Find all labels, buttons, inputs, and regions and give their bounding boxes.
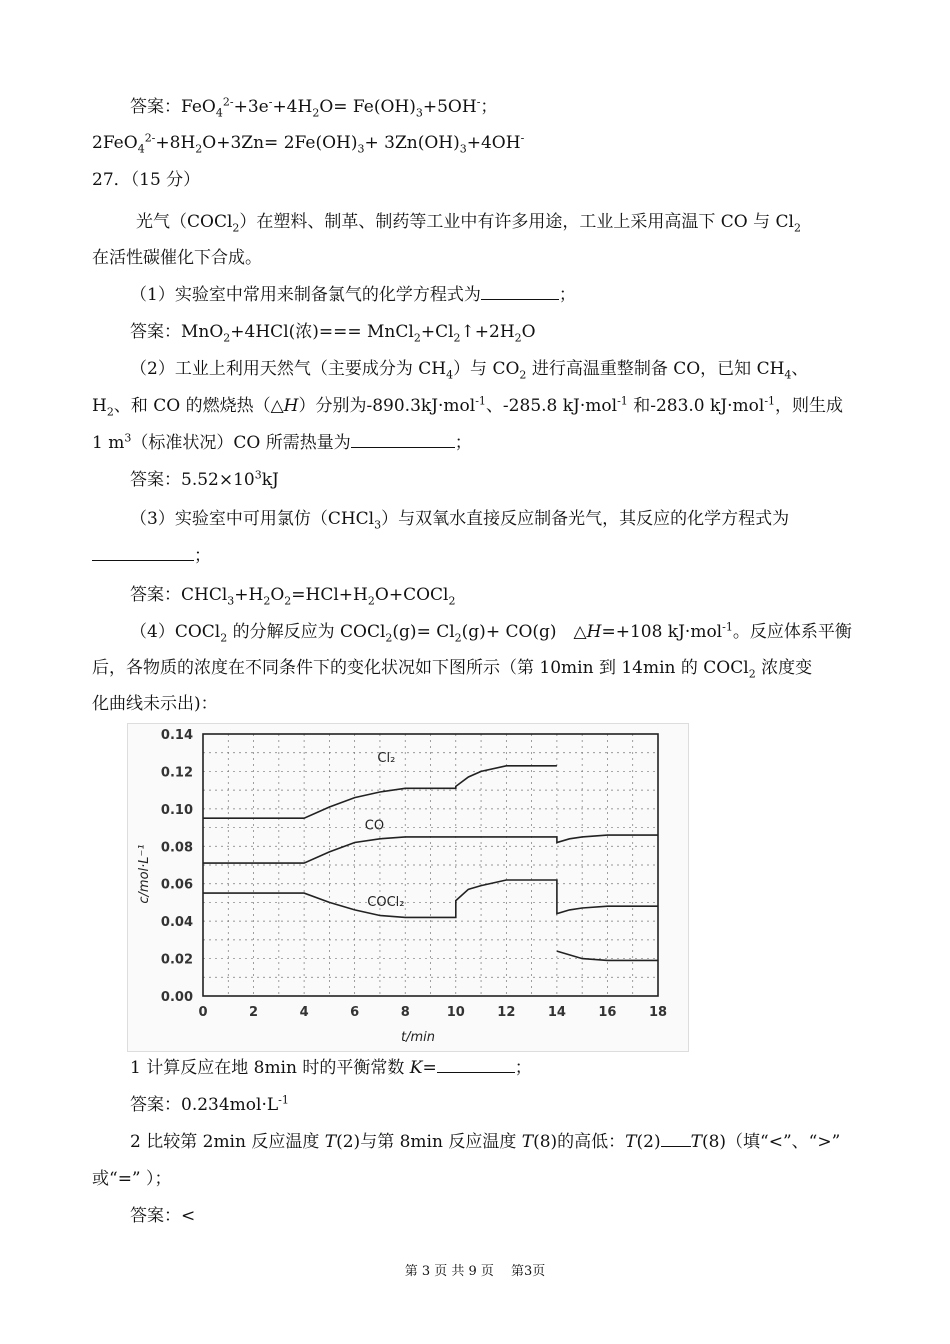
t: 浓度变: [755, 658, 813, 678]
sub: 2: [385, 631, 393, 645]
t: 答案：MnO: [130, 322, 224, 342]
answer-3: [130, 583, 455, 607]
sup: 2-: [144, 131, 156, 145]
t: （标准状况）CO 所需热量为: [131, 433, 351, 453]
x-tick-label: 4: [299, 1005, 309, 1020]
answer-blank[interactable]: [481, 283, 559, 300]
sub-question-2-line-2: 或“=” ）；: [92, 1169, 172, 1189]
sub: 2: [448, 594, 456, 608]
t: +4H: [272, 97, 313, 117]
t: 1 计算反应在地 8min 时的平衡常数: [130, 1058, 410, 1078]
t: O: [521, 322, 536, 342]
intro-line-1: [136, 210, 801, 234]
sub: 4: [215, 106, 223, 120]
answer-blank[interactable]: [661, 1130, 691, 1147]
t: ；: [558, 285, 576, 305]
sub-answer-1: [130, 1093, 289, 1117]
series-label: CO: [364, 818, 385, 834]
t: 答案：FeO: [130, 97, 216, 117]
sub: 3: [459, 142, 467, 156]
chart-grid: [203, 734, 658, 996]
sub: 2: [220, 631, 228, 645]
sub: 3: [374, 518, 382, 532]
question-1: [130, 283, 576, 307]
answer-line-fe-1: [130, 95, 497, 119]
sup: -: [520, 131, 525, 145]
series-label: COCl₂: [367, 895, 405, 911]
y-tick-label: 0.02: [160, 952, 193, 968]
t: 进行高温重整制备 CO，已知 CH: [526, 359, 785, 379]
t: 答案：5.52×10: [130, 470, 255, 490]
t: +4OH: [466, 133, 521, 153]
series-line: [557, 951, 658, 960]
y-tick-label: 0.00: [160, 990, 193, 1005]
sup: -: [268, 95, 273, 109]
t: ）与双氧水直接反应制备光气，其反应的化学方程式为: [381, 509, 790, 529]
t: + 3Zn(OH): [364, 133, 460, 153]
sub: 3: [227, 594, 235, 608]
t: 答案：0.234mol·L: [130, 1095, 279, 1115]
t: (g)+ CO(g) △: [461, 622, 587, 642]
t: ；: [454, 433, 472, 453]
chart-svg: [128, 724, 688, 1051]
sub: 2: [232, 221, 240, 235]
t: 。反应体系平衡: [732, 622, 852, 642]
question-2-line-1: [130, 357, 808, 381]
answer-blank[interactable]: [437, 1056, 515, 1073]
t: ↑+2H: [460, 322, 515, 342]
sub: 4: [137, 142, 145, 156]
t: （3）实验室中可用氯仿（CHCl: [130, 509, 375, 529]
question-2-line-3: [92, 431, 472, 455]
intro-line-2: 在活性碳催化下合成。: [92, 248, 262, 268]
sub: 2: [514, 331, 522, 345]
x-tick-label: 10: [446, 1005, 465, 1020]
sub: 4: [446, 368, 454, 382]
y-tick-label: 0.12: [160, 765, 193, 781]
answer-1: [130, 320, 536, 344]
sub: 4: [784, 368, 792, 382]
t: 光气（COCl: [136, 212, 233, 232]
sup: 3: [254, 468, 262, 482]
concentration-chart: [127, 723, 689, 1052]
x-tick-label: 14: [547, 1005, 566, 1020]
sub: 2: [284, 594, 292, 608]
t: 的分解反应为 COCl: [227, 622, 386, 642]
sup: 2-: [222, 95, 234, 109]
sup: -: [476, 95, 481, 109]
question-2-line-2: [92, 394, 843, 418]
y-tick-label: 0.04: [160, 915, 193, 931]
t: （2）工业上利用天然气（主要成分为 CH: [130, 359, 447, 379]
x-tick-labels: [198, 1005, 667, 1020]
t: 和-283.0 kJ·mol: [627, 396, 765, 416]
sub: 2: [367, 594, 375, 608]
t: +8H: [155, 133, 196, 153]
sub: 2: [195, 142, 203, 156]
y-tick-label: 0.08: [160, 840, 193, 856]
x-axis-label: t/min: [401, 1030, 435, 1045]
sub: 3: [415, 106, 423, 120]
answer-blank[interactable]: [351, 431, 455, 448]
question-4-line-2: [92, 656, 812, 680]
y-tick-labels: [161, 728, 193, 1005]
sub: 3: [357, 142, 365, 156]
t: H: [586, 622, 602, 642]
sub: 2: [454, 631, 462, 645]
answer-2: [130, 468, 279, 492]
x-tick-label: 6: [350, 1005, 360, 1020]
question-4-line-1: [130, 620, 852, 644]
x-tick-label: 12: [497, 1005, 516, 1020]
t: O: [270, 585, 285, 605]
t: (2): [636, 1132, 661, 1152]
t: =HCl+H: [291, 585, 368, 605]
t: =+108 kJ·mol: [601, 622, 723, 642]
answer-line-fe-2: [92, 131, 524, 155]
t: =: [422, 1058, 437, 1078]
t: (8)（填“<”、“>”: [701, 1132, 841, 1152]
sub-question-2-line-1: [130, 1130, 840, 1154]
t: 、和 CO 的燃烧热（△: [113, 396, 284, 416]
sub: 2: [106, 405, 114, 419]
t: +5OH: [422, 97, 477, 117]
sub: 2: [223, 331, 231, 345]
x-tick-label: 8: [400, 1005, 410, 1020]
t: T: [690, 1132, 702, 1152]
t: +H: [234, 585, 264, 605]
y-tick-label: 0.10: [160, 802, 193, 818]
t: (8)的高低：: [533, 1132, 626, 1152]
t: O= Fe(OH): [319, 97, 416, 117]
x-tick-label: 18: [648, 1005, 668, 1020]
t: +Cl: [420, 322, 454, 342]
sub: 2: [519, 368, 527, 382]
t: (g)= Cl: [392, 622, 455, 642]
t: 1 m: [92, 433, 125, 453]
sup: -1: [764, 394, 776, 408]
t: 、: [791, 359, 809, 379]
t: O+COCl: [374, 585, 449, 605]
t: kJ: [261, 470, 279, 490]
sup: -1: [722, 620, 733, 634]
sub: 2: [794, 221, 801, 235]
sub: 2: [312, 106, 320, 120]
question-3-line-2: [92, 544, 211, 568]
t: +3e: [233, 97, 269, 117]
t: O+3Zn= 2Fe(OH): [202, 133, 358, 153]
sup: 3: [124, 431, 132, 445]
sub-question-1: [130, 1056, 532, 1080]
series-label: Cl₂: [377, 751, 396, 767]
t: T: [324, 1132, 337, 1152]
sup: -1: [475, 394, 486, 408]
t: K: [409, 1058, 423, 1078]
t: （4）COCl: [130, 622, 221, 642]
t: H: [92, 396, 107, 416]
question-number: 27．（15 分）: [92, 170, 201, 190]
t: 2 比较第 2min 反应温度: [130, 1132, 325, 1152]
x-tick-label: 16: [598, 1005, 617, 1020]
t: （1）实验室中常用来制备氯气的化学方程式为: [130, 285, 481, 305]
x-tick-label: 2: [249, 1005, 259, 1020]
y-axis-label: c/mol·L⁻¹: [137, 844, 152, 904]
t: ；: [194, 546, 211, 566]
t: ）在塑料、制革、制药等工业中有许多用途，工业上采用高温下 CO 与 Cl: [239, 212, 794, 232]
question-3-line-1: [130, 507, 789, 531]
t: (2)与第 8min 反应温度: [336, 1132, 522, 1152]
sub: 2: [413, 331, 421, 345]
t: 答案：CHCl: [130, 585, 228, 605]
sup: -1: [617, 394, 628, 408]
series-line: [203, 766, 557, 818]
sup: -1: [278, 1093, 289, 1107]
page-footer: 第 3 页 共 9 页 第3页: [404, 1264, 546, 1279]
question-4-line-3: 化曲线未示出)：: [92, 694, 218, 714]
t: ）分别为-890.3kJ·mol: [298, 396, 476, 416]
x-tick-label: 0: [198, 1005, 208, 1020]
t: ，则生成: [775, 396, 844, 416]
t: H: [283, 396, 299, 416]
t: T: [625, 1132, 637, 1152]
t: ；: [514, 1058, 532, 1078]
t: +4HCl(浓)=== MnCl: [230, 322, 414, 342]
t: ）与 CO: [453, 359, 520, 379]
y-tick-label: 0.06: [160, 877, 193, 893]
answer-blank[interactable]: [92, 544, 194, 561]
t: ；: [480, 97, 498, 117]
y-tick-label: 0.14: [160, 728, 193, 743]
sub: 2: [748, 667, 756, 681]
sub-answer-2: 答案：<: [130, 1206, 196, 1226]
sub: 2: [453, 331, 461, 345]
series-labels: [365, 751, 405, 910]
t: T: [521, 1132, 534, 1152]
t: 、-285.8 kJ·mol: [485, 396, 618, 416]
sub: 2: [263, 594, 271, 608]
t: 2FeO: [92, 133, 138, 153]
t: 后，各物质的浓度在不同条件下的变化状况如下图所示（第 10min 到 14min 的 COCl: [92, 658, 749, 678]
